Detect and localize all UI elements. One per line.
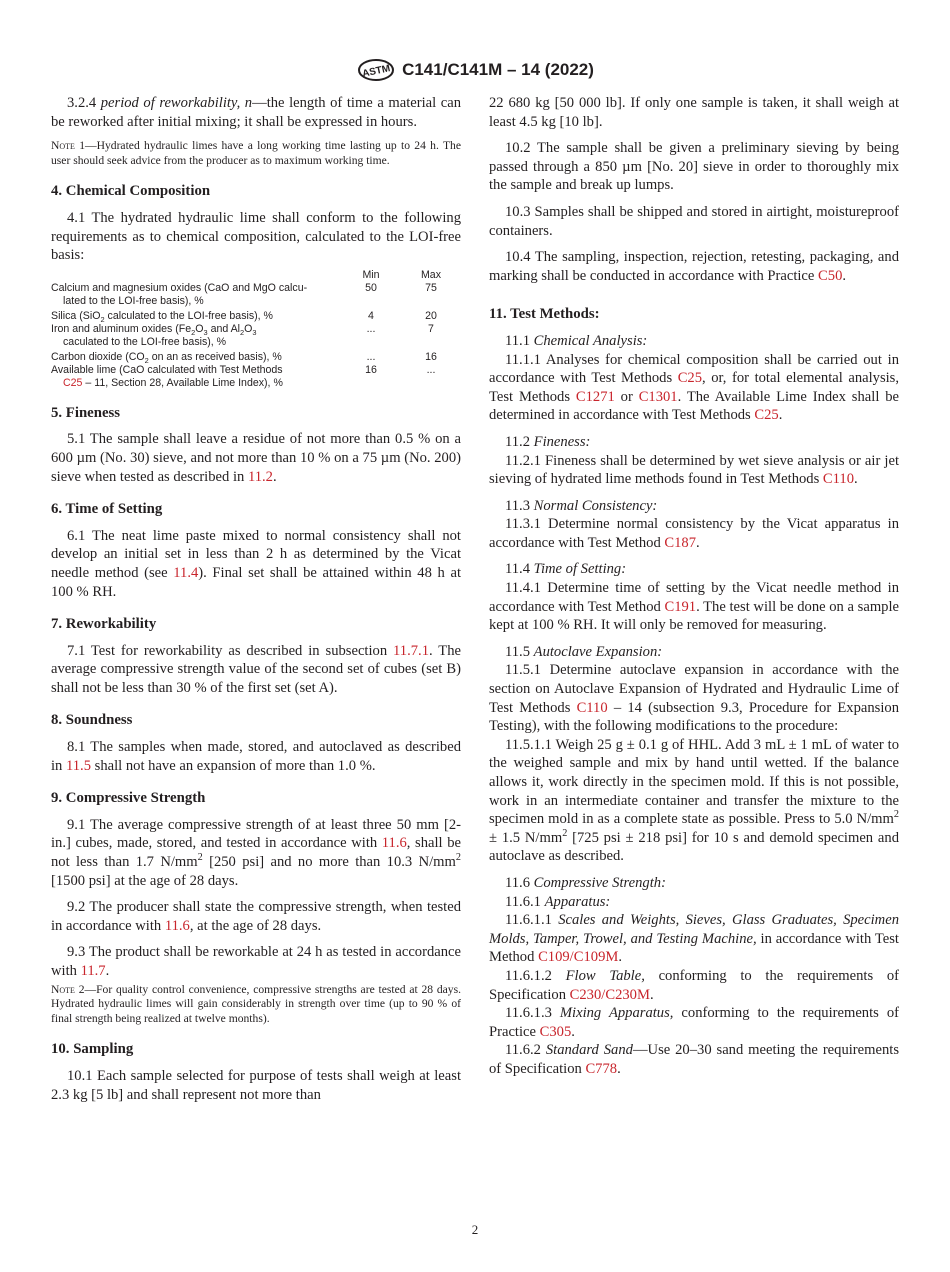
- page-number: 2: [471, 1222, 479, 1237]
- paragraph-4-1: 4.1 The hydrated hydraulic lime shall conform to the following requirements as to chemical composition, calculated to the LOI-free basis:: [51, 209, 461, 264]
- link-11-6[interactable]: 11.6: [164, 917, 190, 934]
- left-column: [51, 94, 461, 1104]
- paragraph-6-1: 6.1 The neat lime paste mixed to normal consistency shall not develop an initial set in less than 2 h as determined by the Vicat needle method (see 11.4). Final set shall be attained within 48 h at 100 % RH.: [51, 527, 462, 600]
- min-column-header: Min: [362, 268, 380, 281]
- paragraph-9-1: 9.1 The average compressive strength of at least three 50 mm [2-in.] cubes, made, stored, and tested in accordance with 11.6, shall be not less than 1.7 $N/mm^2$ [250 psi] and no more than 10.3 $N/mm^2$ [1500 psi] at the age of 28 days.: [51, 816, 461, 889]
- link-11-6[interactable]: 11.6: [381, 835, 407, 852]
- paragraph-7-1: 7.1 Test for reworkability as described in subsection 11.7.1. The average compressive strength value of the second set of cubes (set B) shall not be less than 30 % of the first set (set A).: [51, 642, 461, 696]
- paragraph-10-3: 10.3 Samples shall be shipped and stored in airtight, moistureproof containers.: [489, 203, 899, 239]
- link-11-4[interactable]: 11.4: [173, 564, 199, 581]
- link-11-7[interactable]: 11.7: [80, 963, 106, 979]
- paragraph-10-2: 10.2 The sample shall be given a preliminary sieving by being passed through a 850 µm [No. 20] sieve in order to thoroughly mix the sample and break up lumps.: [489, 140, 899, 194]
- table-row: Calcium and magnesium oxides (CaO and MgO calcu- lated to the LOI-free basis), % 50 75: [51, 281, 437, 307]
- paragraph-11-6-2: 11.6.2 Standard Sand—Use 20–30 sand meeting the requirements of Specification C778.: [489, 1042, 899, 1077]
- link-c187[interactable]: C187: [664, 534, 697, 551]
- paragraph-11-6-1-1: 11.6.1.1 Scales and Weights, Sieves, Glass Graduates, Specimen Molds, Tamper, Trowel, and Testing Machine, in accordance with Test Method C109/C109M.: [489, 912, 899, 966]
- table-row: Available lime (CaO calculated with Test Methods C25 – 11, Section 28, Available Lime Index), % 16 ...: [51, 363, 436, 389]
- link-c305[interactable]: C305: [539, 1023, 572, 1040]
- note-1: Note 1—Hydrated hydraulic limes have a long working time lasting up to 24 h. The user should seek advice from the producer as to maximum working time.: [51, 139, 461, 167]
- svg-text:ASTM: ASTM: [361, 63, 392, 80]
- table-row: Iron and aluminum oxides ($Fe_2O_3$ and $Al_2O_3$ caculated to the LOI-free basis), % ... 7: [51, 322, 434, 348]
- subheading-11-6: 11.6 Compressive Strength:: [505, 874, 666, 891]
- paragraph-11-3-1: 11.3.1 Determine normal consistency by the Vicat apparatus in accordance with Test Method C187.: [489, 516, 899, 551]
- section-9-heading: 9. Compressive Strength: [51, 790, 206, 807]
- link-c1271[interactable]: C1271: [575, 388, 615, 405]
- paragraph-9-2: 9.2 The producer shall state the compressive strength, when tested in accordance with 11.6, at the age of 28 days.: [51, 899, 461, 934]
- paragraph-10-1-continued: 22 680 kg [50 000 lb]. If only one sample is taken, it shall weigh at least 4.5 kg [10 lb].: [489, 95, 899, 130]
- section-6-heading: 6. Time of Setting: [51, 501, 163, 518]
- page-header: [0, 58, 950, 87]
- section-4-heading: 4. Chemical Composition: [51, 183, 211, 200]
- paragraph-8-1: 8.1 The samples when made, stored, and autoclaved as described in 11.5 shall not have an expansion of more than 1.0 %.: [51, 739, 461, 774]
- subheading-11-1: 11.1 Chemical Analysis:: [505, 332, 648, 349]
- table-row: Silica (SiO$_2$ calculated to the LOI-free basis), % 4 20: [51, 309, 437, 324]
- link-11-2[interactable]: 11.2: [247, 468, 273, 485]
- paragraph-5-1: 5.1 The sample shall leave a residue of not more than 0.5 % on a 600 µm (No. 30) sieve, and not more than 10 % on a 75 µm (No. 200) sieve when tested as described in 11.2.: [51, 431, 461, 485]
- section-8-heading: 8. Soundness: [51, 712, 133, 729]
- link-c25[interactable]: C25: [677, 370, 703, 387]
- section-10-heading: 10. Sampling: [51, 1041, 134, 1058]
- link-c230[interactable]: C230/C230M: [569, 986, 650, 1003]
- link-c109[interactable]: C109/C109M: [538, 949, 619, 966]
- paragraph-11-6-1-2: 11.6.1.2 Flow Table, conforming to the requirements of Specification C230/C230M.: [489, 967, 900, 1003]
- paragraph-9-3: 9.3 The product shall be reworkable at 24 h as tested in accordance with 11.7.: [51, 944, 461, 979]
- chemical-composition-table: [51, 269, 461, 390]
- paragraph-11-4-1: 11.4.1 Determine time of setting by the Vicat needle method in accordance with Test Method C191. The test will be done on a sample kept at 100 % RH. It will only be removed for measuring.: [489, 580, 899, 634]
- subheading-11-6-1: 11.6.1 Apparatus:: [505, 893, 611, 910]
- link-c110[interactable]: C110: [576, 699, 608, 716]
- paragraph-10-1: 10.1 Each sample selected for purpose of tests shall weigh at least 2.3 kg [5 lb] and shall represent not more than: [51, 1067, 461, 1103]
- table-row: Carbon dioxide ($CO_2$ on an as received basis), % ... 16: [51, 350, 437, 365]
- link-c25[interactable]: C25: [754, 407, 779, 424]
- paragraph-3-2-4: 3.2.4 period of reworkability, n—the length of time a material can be reworked after initial mixing; it shall be expressed in hours.: [51, 95, 461, 130]
- section-11-heading: 11. Test Methods:: [489, 306, 600, 323]
- link-11-5[interactable]: 11.5: [66, 757, 91, 774]
- max-column-header: Max: [420, 268, 441, 281]
- paragraph-11-6-1-3: 11.6.1.3 Mixing Apparatus, conforming to the requirements of Practice C305.: [489, 1005, 899, 1040]
- link-c778[interactable]: C778: [585, 1060, 618, 1077]
- subheading-11-2: 11.2 Fineness:: [505, 433, 591, 450]
- paragraph-11-5-1: 11.5.1 Determine autoclave expansion in accordance with the section on Autoclave Expansion of Hydrated and Hydraulic Lime of Test Methods C110 – 14 (subsection 9.3, Procedure for Expansion Testing), with the following modifications to the procedure:: [489, 662, 899, 735]
- link-c191[interactable]: C191: [664, 598, 697, 615]
- paragraph-11-1-1: 11.1.1 Analyses for chemical composition shall be carried out in accordance with Test Methods C25, or, for total elemental analysis, Test Methods C1271 or C1301. The Available Lime Index shall be determined in accordance with Test Methods C25.: [489, 351, 900, 424]
- link-c110[interactable]: C110: [822, 471, 855, 488]
- astm-logo-icon: [356, 58, 396, 82]
- section-7-heading: 7. Reworkability: [51, 616, 157, 633]
- subheading-11-3: 11.3 Normal Consistency:: [505, 497, 658, 514]
- document-designation: C141/C141M – 14 (2022): [402, 60, 594, 79]
- paragraph-11-5-1-1: 11.5.1.1 Weigh 25 g ± 0.1 g of HHL. Add 3 mL ± 1 mL of water to the weighed sample and mix by hand until wetted. If the balance allows it, work directly in the specimen mold. If this is not possible, work in an intermediate container and transfer the mixture to the specimen mold in as a complete state as possible. Press to 5.0 $N/mm^2 \pm 1.5$ $N/mm^2$ [725 psi ± 218 psi] for 10 s and demold specimen and autoclave as described.: [489, 736, 899, 865]
- link-c25[interactable]: C25: [63, 376, 83, 389]
- link-11-7-1[interactable]: 11.7.1: [393, 642, 429, 659]
- section-5-heading: 5. Fineness: [51, 404, 121, 421]
- subheading-11-4: 11.4 Time of Setting:: [505, 561, 627, 578]
- paragraph-11-2-1: 11.2.1 Fineness shall be determined by wet sieve analysis or air jet sieving of hydrated lime methods found in Test Methods C110.: [489, 452, 899, 488]
- link-c1301[interactable]: C1301: [638, 388, 678, 405]
- link-c50[interactable]: C50: [818, 267, 843, 284]
- paragraph-10-4: 10.4 The sampling, inspection, rejection, retesting, packaging, and marking shall be conducted in accordance with Practice C50.: [489, 249, 899, 284]
- table-header-row: [51, 269, 461, 282]
- note-2: Note 2—For quality control convenience, compressive strengths are tested at 28 days. Hydrated hydraulic limes will gain considerably in strength over time (up to 90 % of final strength being realized at twelve months).: [51, 982, 461, 1025]
- right-column: [489, 94, 899, 1079]
- subheading-11-5: 11.5 Autoclave Expansion:: [505, 643, 663, 660]
